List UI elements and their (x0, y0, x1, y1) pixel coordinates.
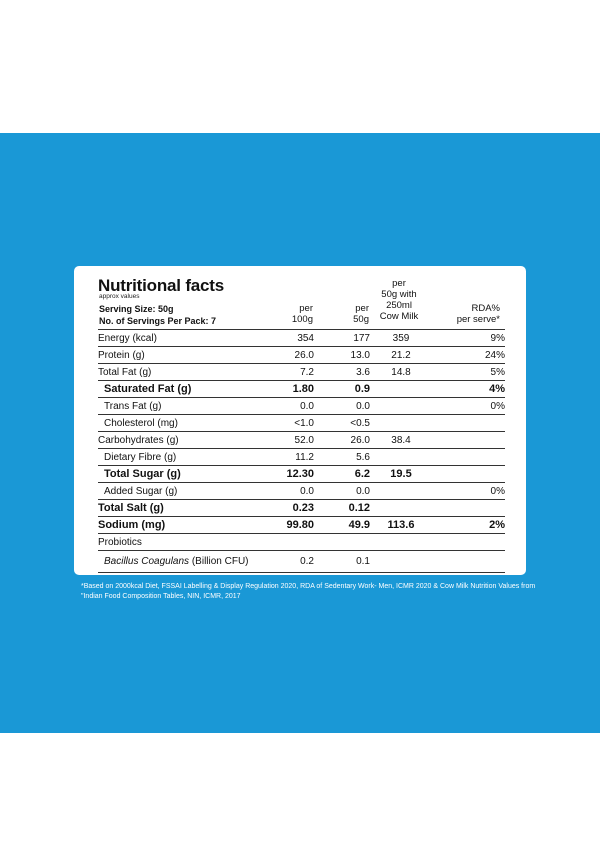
table-row (98, 551, 505, 573)
value-per-50g (314, 534, 370, 551)
value-per-50g: 177 (314, 330, 370, 347)
value-rda: 4% (432, 381, 505, 398)
value-per-50g: 6.2 (314, 466, 370, 483)
table-row (98, 432, 505, 449)
value-with-milk: 14.8 (370, 364, 432, 381)
value-rda: 0% (432, 483, 505, 500)
value-per-100g: <1.0 (270, 415, 314, 432)
value-with-milk: 359 (370, 330, 432, 347)
table-row (98, 398, 505, 415)
value-rda: 5% (432, 364, 505, 381)
value-per-100g: 1.80 (270, 381, 314, 398)
value-rda (432, 415, 505, 432)
column-header-per-100g: per 100g (291, 303, 313, 325)
value-per-50g: 5.6 (314, 449, 370, 466)
value-per-50g: <0.5 (314, 415, 370, 432)
nutrition-facts-card (74, 266, 526, 575)
table-row (98, 483, 505, 500)
value-rda: 2% (432, 517, 505, 534)
value-per-100g: 0.0 (270, 483, 314, 500)
value-with-milk (370, 381, 432, 398)
column-header-rda: RDA% per serve* (456, 303, 500, 325)
value-rda (432, 449, 505, 466)
value-per-100g (270, 534, 314, 551)
nutrient-label: Energy (kcal) (98, 330, 270, 347)
value-rda: 0% (432, 398, 505, 415)
table-row (98, 449, 505, 466)
value-with-milk (370, 398, 432, 415)
table-row (98, 381, 505, 398)
value-rda (432, 466, 505, 483)
approx-values-note: approx values (99, 293, 140, 300)
nutrient-label: Protein (g) (98, 347, 270, 364)
value-per-50g: 0.9 (314, 381, 370, 398)
value-per-50g: 0.1 (314, 551, 370, 573)
nutrient-label: Saturated Fat (g) (98, 381, 270, 398)
nutrient-label: Added Sugar (g) (98, 483, 270, 500)
nutrient-label: Total Salt (g) (98, 500, 270, 517)
value-rda: 9% (432, 330, 505, 347)
nutrient-label: Total Fat (g) (98, 364, 270, 381)
table-row (98, 415, 505, 432)
nutrient-label: Sodium (mg) (98, 517, 270, 534)
nutrient-label: Probiotics (98, 534, 270, 551)
nutrient-label-italic: Bacillus Coagulans (104, 556, 190, 567)
value-with-milk: 113.6 (370, 517, 432, 534)
value-with-milk: 21.2 (370, 347, 432, 364)
value-per-100g: 0.23 (270, 500, 314, 517)
value-rda: 24% (432, 347, 505, 364)
value-with-milk: 38.4 (370, 432, 432, 449)
value-per-100g: 11.2 (270, 449, 314, 466)
value-per-100g: 7.2 (270, 364, 314, 381)
value-with-milk (370, 534, 432, 551)
value-with-milk (370, 500, 432, 517)
nutrition-table (98, 329, 505, 573)
footnote: *Based on 2000kcal Diet, FSSAI Labelling & Display Regulation 2020, RDA of Sedentary Work- Men, ICMR 2020 & Cow Milk Nutrition Values from "Indian Food Composition Tables, NIN, ICMR, 2017 (81, 583, 536, 600)
value-with-milk (370, 449, 432, 466)
serving-size: Serving Size: 50g (99, 304, 174, 314)
value-per-100g: 99.80 (270, 517, 314, 534)
nutrient-label: Cholesterol (mg) (98, 415, 270, 432)
value-per-50g: 3.6 (314, 364, 370, 381)
value-with-milk (370, 415, 432, 432)
value-rda (432, 432, 505, 449)
nutrition-title: Nutritional facts (98, 276, 225, 295)
nutrient-label: Total Sugar (g) (98, 466, 270, 483)
nutrient-label: Trans Fat (g) (98, 398, 270, 415)
servings-per-pack: No. of Servings Per Pack: 7 (99, 316, 217, 326)
value-per-50g: 0.12 (314, 500, 370, 517)
nutrient-label: Carbohydrates (g) (98, 432, 270, 449)
value-rda (432, 551, 505, 573)
table-row (98, 500, 505, 517)
value-per-50g: 26.0 (314, 432, 370, 449)
value-rda (432, 534, 505, 551)
value-per-100g: 0.2 (270, 551, 314, 573)
value-with-milk (370, 483, 432, 500)
table-row (98, 517, 505, 534)
value-per-50g: 49.9 (314, 517, 370, 534)
table-row (98, 364, 505, 381)
table-row (98, 534, 505, 551)
value-per-100g: 12.30 (270, 466, 314, 483)
table-row (98, 347, 505, 364)
value-per-100g: 26.0 (270, 347, 314, 364)
value-per-100g: 354 (270, 330, 314, 347)
nutrient-label: Bacillus Coagulans (Billion CFU) (98, 551, 270, 573)
value-per-50g: 0.0 (314, 398, 370, 415)
column-header-per-50g: per 50g (353, 303, 369, 325)
table-row (98, 466, 505, 483)
value-with-milk: 19.5 (370, 466, 432, 483)
value-per-100g: 52.0 (270, 432, 314, 449)
value-rda (432, 500, 505, 517)
column-header-with-milk: per 50g with 250ml Cow Milk (379, 278, 419, 322)
value-with-milk (370, 551, 432, 573)
value-per-100g: 0.0 (270, 398, 314, 415)
table-row (98, 330, 505, 347)
nutrient-label: Dietary Fibre (g) (98, 449, 270, 466)
value-per-50g: 13.0 (314, 347, 370, 364)
value-per-50g: 0.0 (314, 483, 370, 500)
